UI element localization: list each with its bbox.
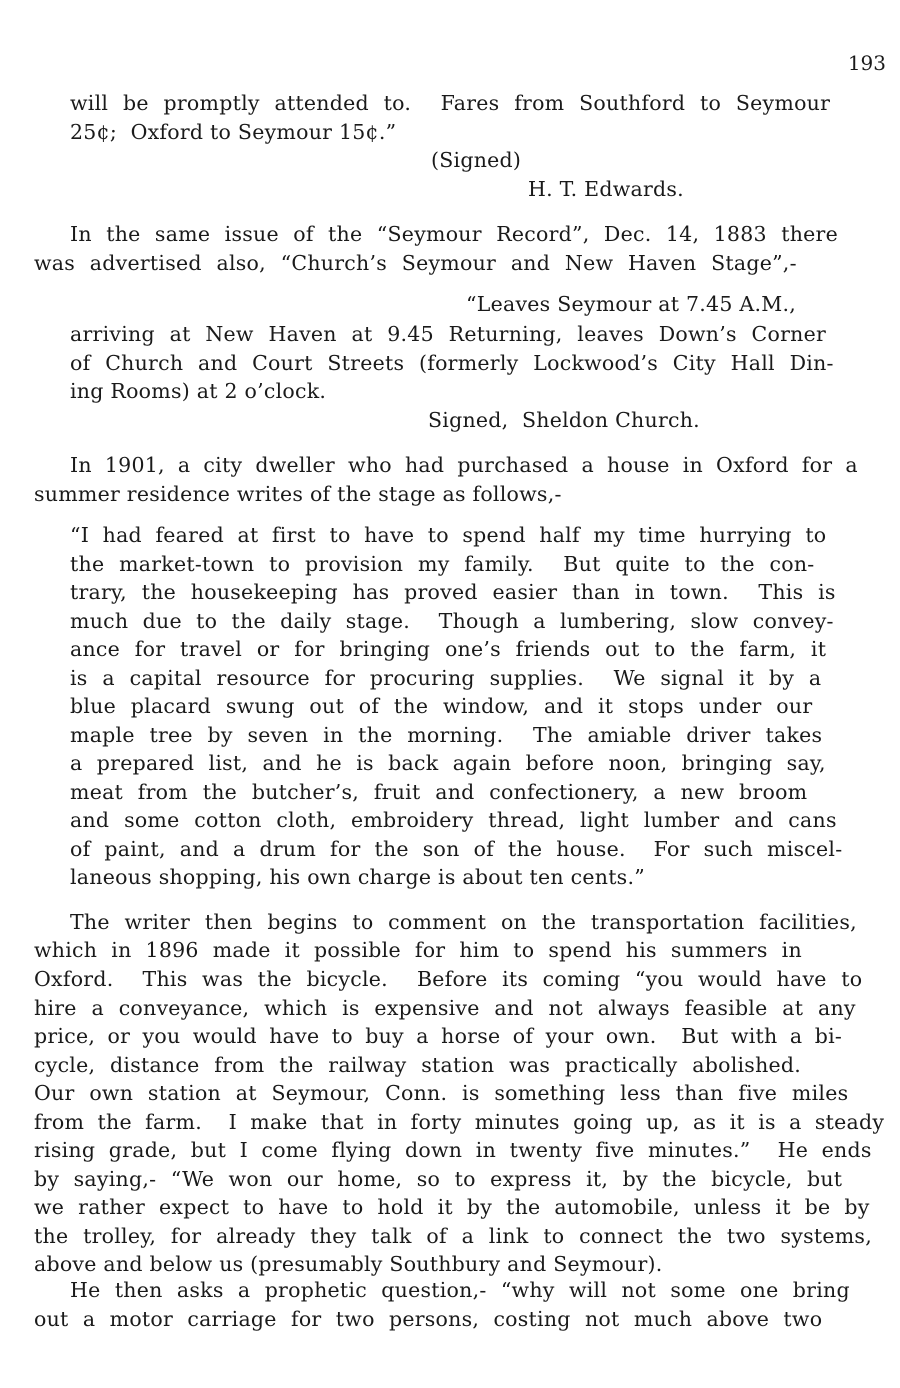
text-line: summer residence writes of the stage as follows,- [34, 482, 562, 506]
text-line: the market-town to provision my family. But quite to the con- [70, 552, 815, 576]
text-line: from the farm. I make that in forty minutes going up, as it is a steady [34, 1110, 885, 1134]
text-line: H. T. Edwards. [528, 177, 684, 201]
text-line: Our own station at Seymour, Conn. is something less than five miles [34, 1081, 849, 1105]
text-line: hire a conveyance, which is expensive and not always feasible at any [34, 996, 856, 1020]
text-line: 25¢; Oxford to Seymour 15¢.” [70, 120, 397, 144]
text-line: (Signed) [431, 148, 522, 172]
text-line: which in 1896 made it possible for him to spend his summers in [34, 938, 802, 962]
text-line: price, or you would have to buy a horse of your own. But with a bi- [34, 1024, 843, 1048]
text-line: He then asks a prophetic question,- “why will not some one bring [70, 1278, 850, 1302]
text-line: above and below us (presumably Southbury and Seymour). [34, 1252, 663, 1276]
text-line: by saying,- “We won our home, so to express it, by the bicycle, but [34, 1167, 843, 1191]
text-line: “Leaves Seymour at 7.45 A.M., [466, 292, 796, 316]
text-line: In 1901, a city dweller who had purchased a house in Oxford for a [70, 453, 858, 477]
text-line: ing Rooms) at 2 o’clock. [70, 379, 327, 403]
page-number: 193 [847, 51, 886, 75]
text-line: much due to the daily stage. Though a lumbering, slow convey- [70, 609, 834, 633]
text-line: of paint, and a drum for the son of the house. For such miscel- [70, 837, 843, 861]
text-line: rising grade, but I come flying down in twenty five minutes.” He ends [34, 1138, 872, 1162]
text-line: will be promptly attended to. Fares from Southford to Seymour [70, 91, 831, 115]
text-line: meat from the butcher’s, fruit and confectionery, a new broom [70, 780, 808, 804]
text-line: cycle, distance from the railway station was practically abolished. [34, 1053, 802, 1077]
text-line: Oxford. This was the bicycle. Before its coming “you would have to [34, 967, 863, 991]
text-line: arriving at New Haven at 9.45 Returning, leaves Down’s Corner [70, 322, 827, 346]
text-line: the trolley, for already they talk of a link to connect the two systems, [34, 1224, 872, 1248]
text-line: trary, the housekeeping has proved easier than in town. This is [70, 580, 836, 604]
text-line: ance for travel or for bringing one’s friends out to the farm, it [70, 637, 827, 661]
text-line: was advertised also, “Church’s Seymour and New Haven Stage”,- [34, 251, 797, 275]
text-line: out a motor carriage for two persons, costing not much above two [34, 1307, 823, 1331]
text-line: blue placard swung out of the window, and it stops under our [70, 694, 813, 718]
text-line: is a capital resource for procuring supplies. We signal it by a [70, 666, 822, 690]
text-line: laneous shopping, his own charge is about ten cents.” [70, 865, 645, 889]
text-line: of Church and Court Streets (formerly Lockwood’s City Hall Din- [70, 351, 834, 375]
text-line: Signed, Sheldon Church. [428, 408, 700, 432]
text-line: and some cotton cloth, embroidery thread, light lumber and cans [70, 808, 837, 832]
text-line: The writer then begins to comment on the transportation facilities, [70, 910, 857, 934]
text-line: we rather expect to have to hold it by the automobile, unless it be by [34, 1195, 870, 1219]
text-line: “I had feared at first to have to spend half my time hurrying to [70, 523, 827, 547]
text-line: In the same issue of the “Seymour Record”, Dec. 14, 1883 there [70, 222, 838, 246]
text-line: maple tree by seven in the morning. The amiable driver takes [70, 723, 823, 747]
text-line: a prepared list, and he is back again before noon, bringing say, [70, 751, 826, 775]
